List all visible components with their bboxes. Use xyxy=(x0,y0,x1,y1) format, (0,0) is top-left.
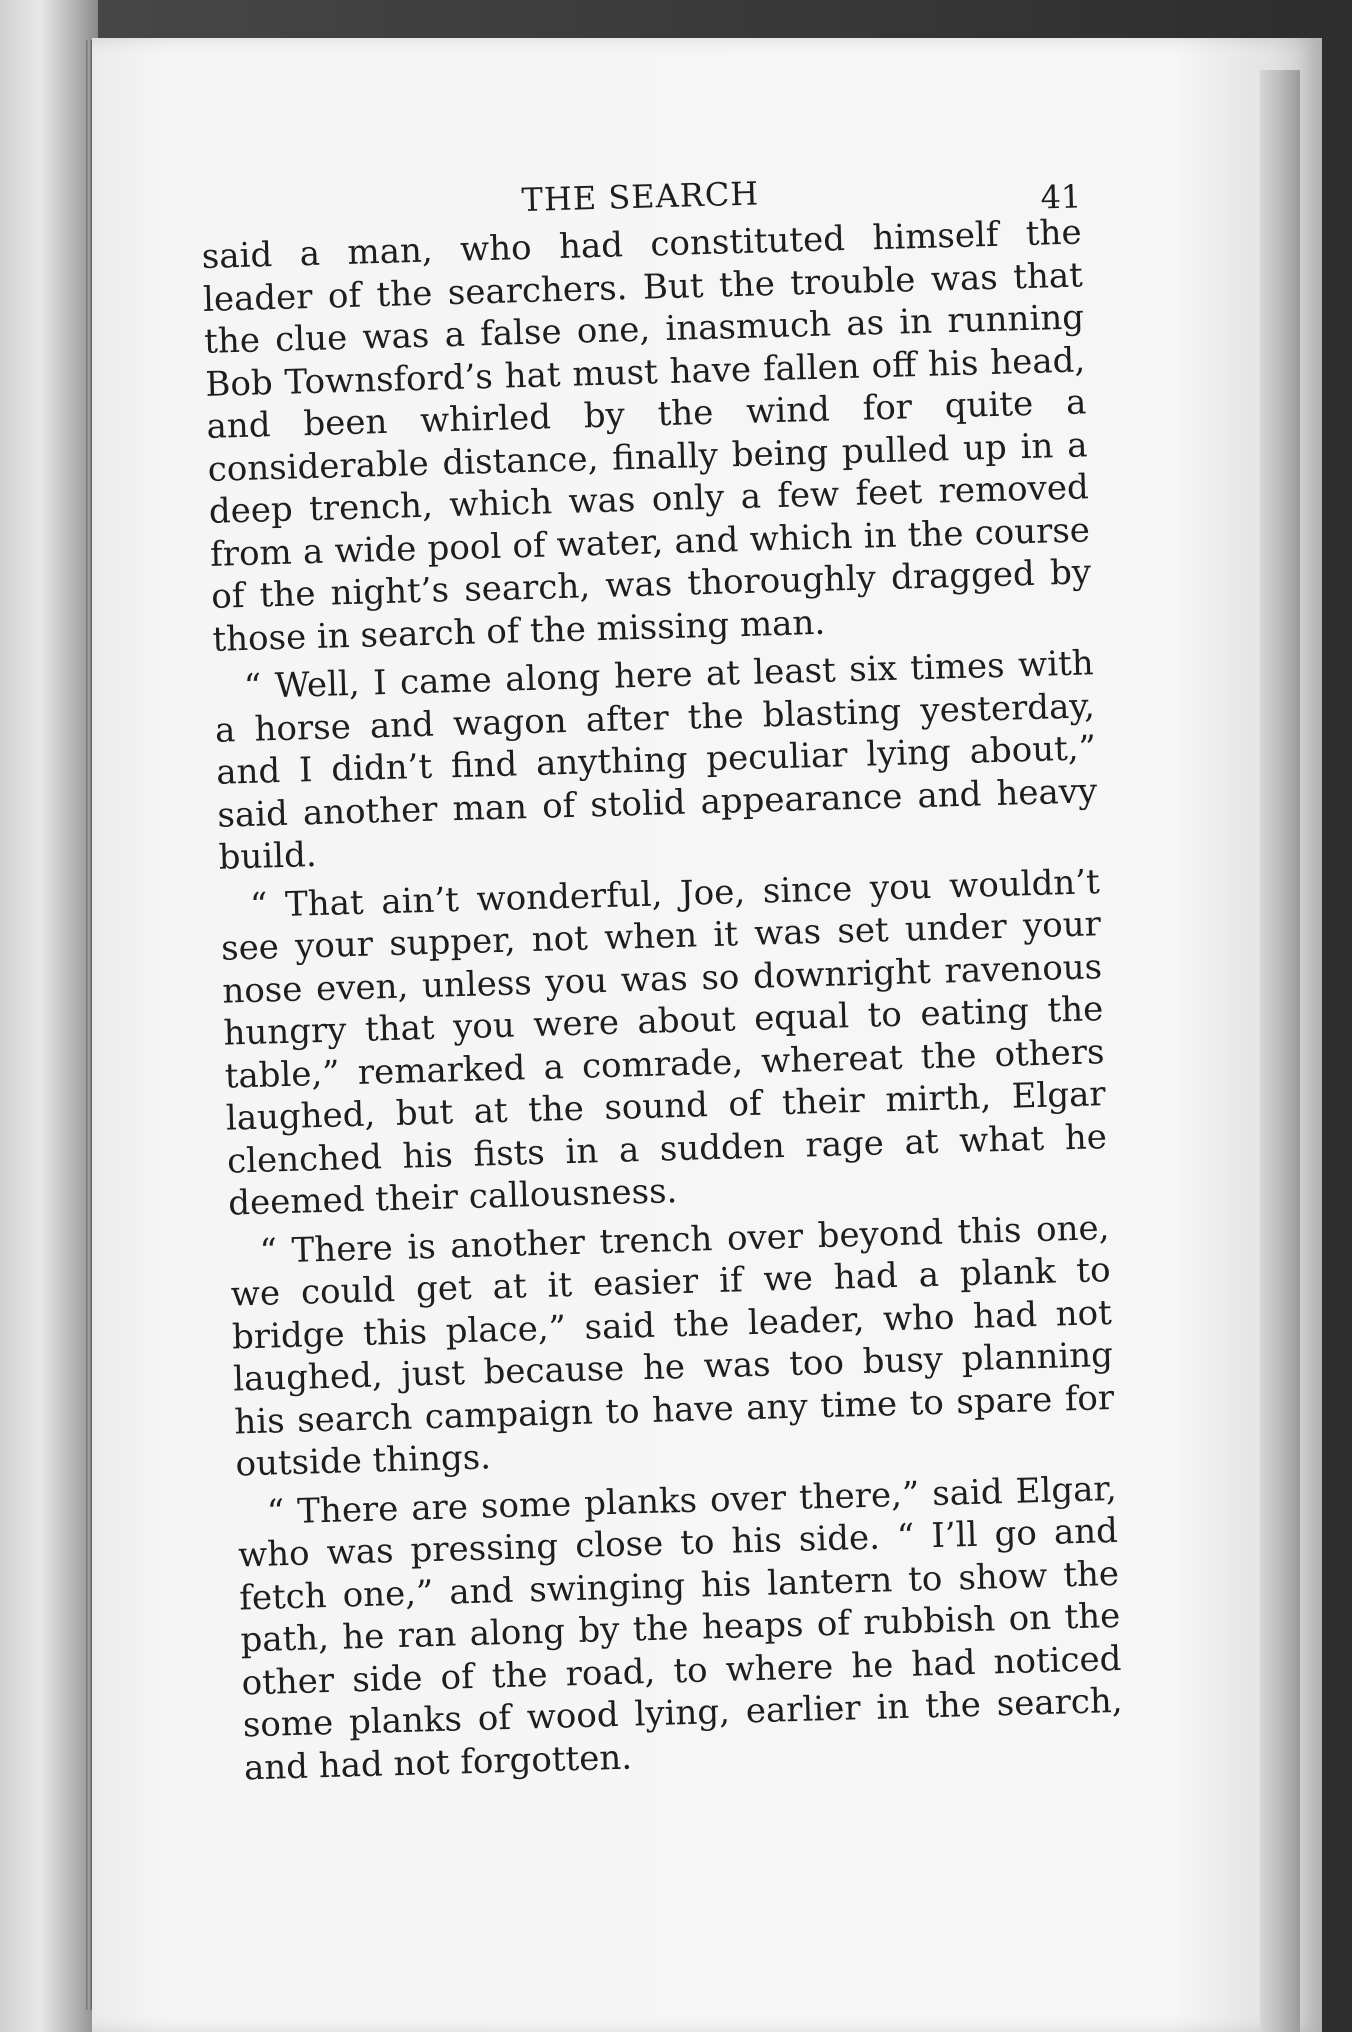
page-number: 41 xyxy=(1040,177,1082,217)
facing-page-edge xyxy=(0,0,98,2032)
paragraph-5: “ There are some planks over there,” said Elgar, who was pressing close to his side. “ I’ll go and fetch one,” and swinging his lantern to show the path, he ran along by the heaps of rubbish on the other side of the road, to where he had noticed some planks of wood lying, earlier in the search, and had not forgotten. xyxy=(237,1468,1124,1788)
paragraph-4: “ There is another trench over beyond this one, we could get at it easier if we had a plank to bridge this place,” said the leader, who had not laughed, just because he was too busy planning his search campaign to have any time to spare for outside things. xyxy=(230,1207,1115,1485)
page-text-block xyxy=(200,165,1124,1795)
paragraph-1: said a man, who had constituted himself the leader of the searchers. But the trouble was that the clue was a false one, inasmuch as in running Bob Townsford’s hat must have fallen off his head, and been whirled by the wind for quite a considerable distance, finally being pulled up in a deep trench, which was only a few feet removed from a wide pool of water, and which in the course of the night’s search, was thoroughly dragged by those in search of the missing man. xyxy=(201,212,1092,660)
running-head: THE SEARCH xyxy=(521,174,760,220)
paragraph-2: “ Well, I came along here at least six times with a horse and wagon after the blasting yesterday, and I didn’t find anything peculiar lying about,” said another man of stolid appearance and heavy build. xyxy=(214,643,1098,878)
page-stack-edge xyxy=(1260,70,1300,2032)
paragraph-3: “ That ain’t wonderful, Joe, since you wouldn’t see your supper, not when it was set under your nose even, unless you was so downright ravenous hungry that you were about equal to eating the table,” remarked a comrade, whereat the others laughed, but at the sound of their mirth, Elgar clenched his fists in a sudden rage at what he deemed their callousness. xyxy=(220,861,1108,1224)
